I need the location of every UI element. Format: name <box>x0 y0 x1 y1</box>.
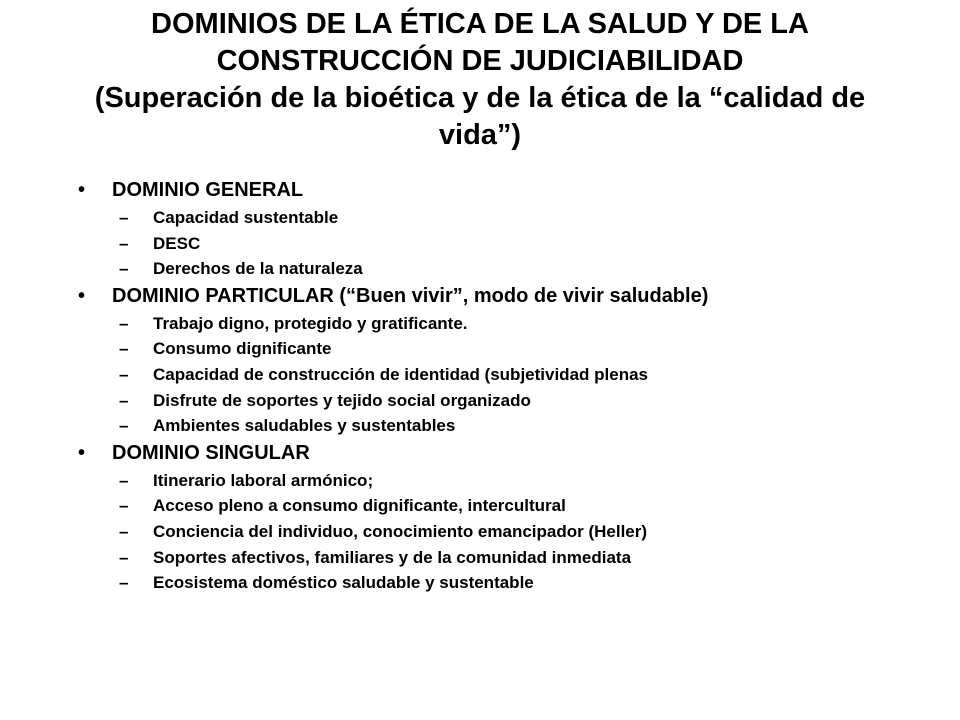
sub-item <box>72 231 952 257</box>
bullet-icon: • <box>78 179 86 201</box>
sub-item-label: Ecosistema doméstico saludable y sustentable <box>153 573 534 593</box>
sub-item-label: Capacidad de construcción de identidad (subjetividad plenas <box>153 364 648 384</box>
sub-item-label: Conciencia del individuo, conocimiento emancipador (Heller) <box>153 521 648 541</box>
bullet-icon: • <box>78 441 86 464</box>
dash-icon: – <box>119 390 129 410</box>
sub-item-label: DESC <box>153 233 201 253</box>
section-heading-particular <box>72 282 952 311</box>
dash-icon: – <box>119 339 129 359</box>
sub-item <box>72 256 952 282</box>
sub-item <box>72 545 952 571</box>
dash-icon: – <box>119 313 129 333</box>
dash-icon: – <box>119 573 129 593</box>
section-heading-general <box>72 176 952 205</box>
sub-item <box>72 336 952 362</box>
title-line: DOMINIOS DE LA ÉTICA DE LA SALUD Y DE LA <box>151 8 809 40</box>
dash-icon: – <box>119 233 129 253</box>
sub-item-label: Trabajo digno, protegido y gratificante. <box>153 313 468 333</box>
title-subtitle-line: vida”) <box>438 119 522 151</box>
sub-item <box>72 493 952 519</box>
bullet-list <box>72 176 952 596</box>
sub-item-label: Itinerario laboral armónico; <box>153 470 374 490</box>
sub-item <box>72 519 952 545</box>
dash-icon: – <box>119 259 129 279</box>
sub-item-label: Capacidad sustentable <box>153 208 339 227</box>
section-heading-singular <box>72 439 952 468</box>
sub-item <box>72 413 952 439</box>
sub-item-label: Consumo dignificante <box>153 339 332 359</box>
dash-icon: – <box>119 547 129 567</box>
sub-item-label: Soportes afectivos, familiares y de la comunidad inmediata <box>153 547 632 567</box>
sub-item-label: Acceso pleno a consumo dignificante, intercultural <box>153 496 566 516</box>
title-line: CONSTRUCCIÓN DE JUDICIABILIDAD <box>216 45 744 77</box>
sub-item-label: Derechos de la naturaleza <box>153 259 363 279</box>
bullet-icon: • <box>78 284 86 307</box>
sub-item <box>72 205 952 231</box>
dash-icon: – <box>119 364 129 384</box>
dash-icon: – <box>119 470 129 490</box>
sub-item <box>72 388 952 414</box>
sub-item <box>72 311 952 337</box>
sub-item <box>72 468 952 494</box>
sub-item-label: Ambientes saludables y sustentables <box>153 416 456 436</box>
dash-icon: – <box>119 208 129 227</box>
dash-icon: – <box>119 416 129 436</box>
section-heading-label: DOMINIO SINGULAR <box>112 441 310 464</box>
sub-item-label: Disfrute de soportes y tejido social organizado <box>153 390 531 410</box>
dash-icon: – <box>119 521 129 541</box>
title-subtitle-line: (Superación de la bioética y de la ética de la “calidad de <box>94 82 866 114</box>
sub-item <box>72 570 952 596</box>
section-heading-label: DOMINIO PARTICULAR (“Buen vivir”, modo de vivir saludable) <box>112 284 709 307</box>
section-heading-label: DOMINIO GENERAL <box>112 179 304 201</box>
slide-title <box>20 6 940 154</box>
dash-icon: – <box>119 496 129 516</box>
sub-item <box>72 362 952 388</box>
